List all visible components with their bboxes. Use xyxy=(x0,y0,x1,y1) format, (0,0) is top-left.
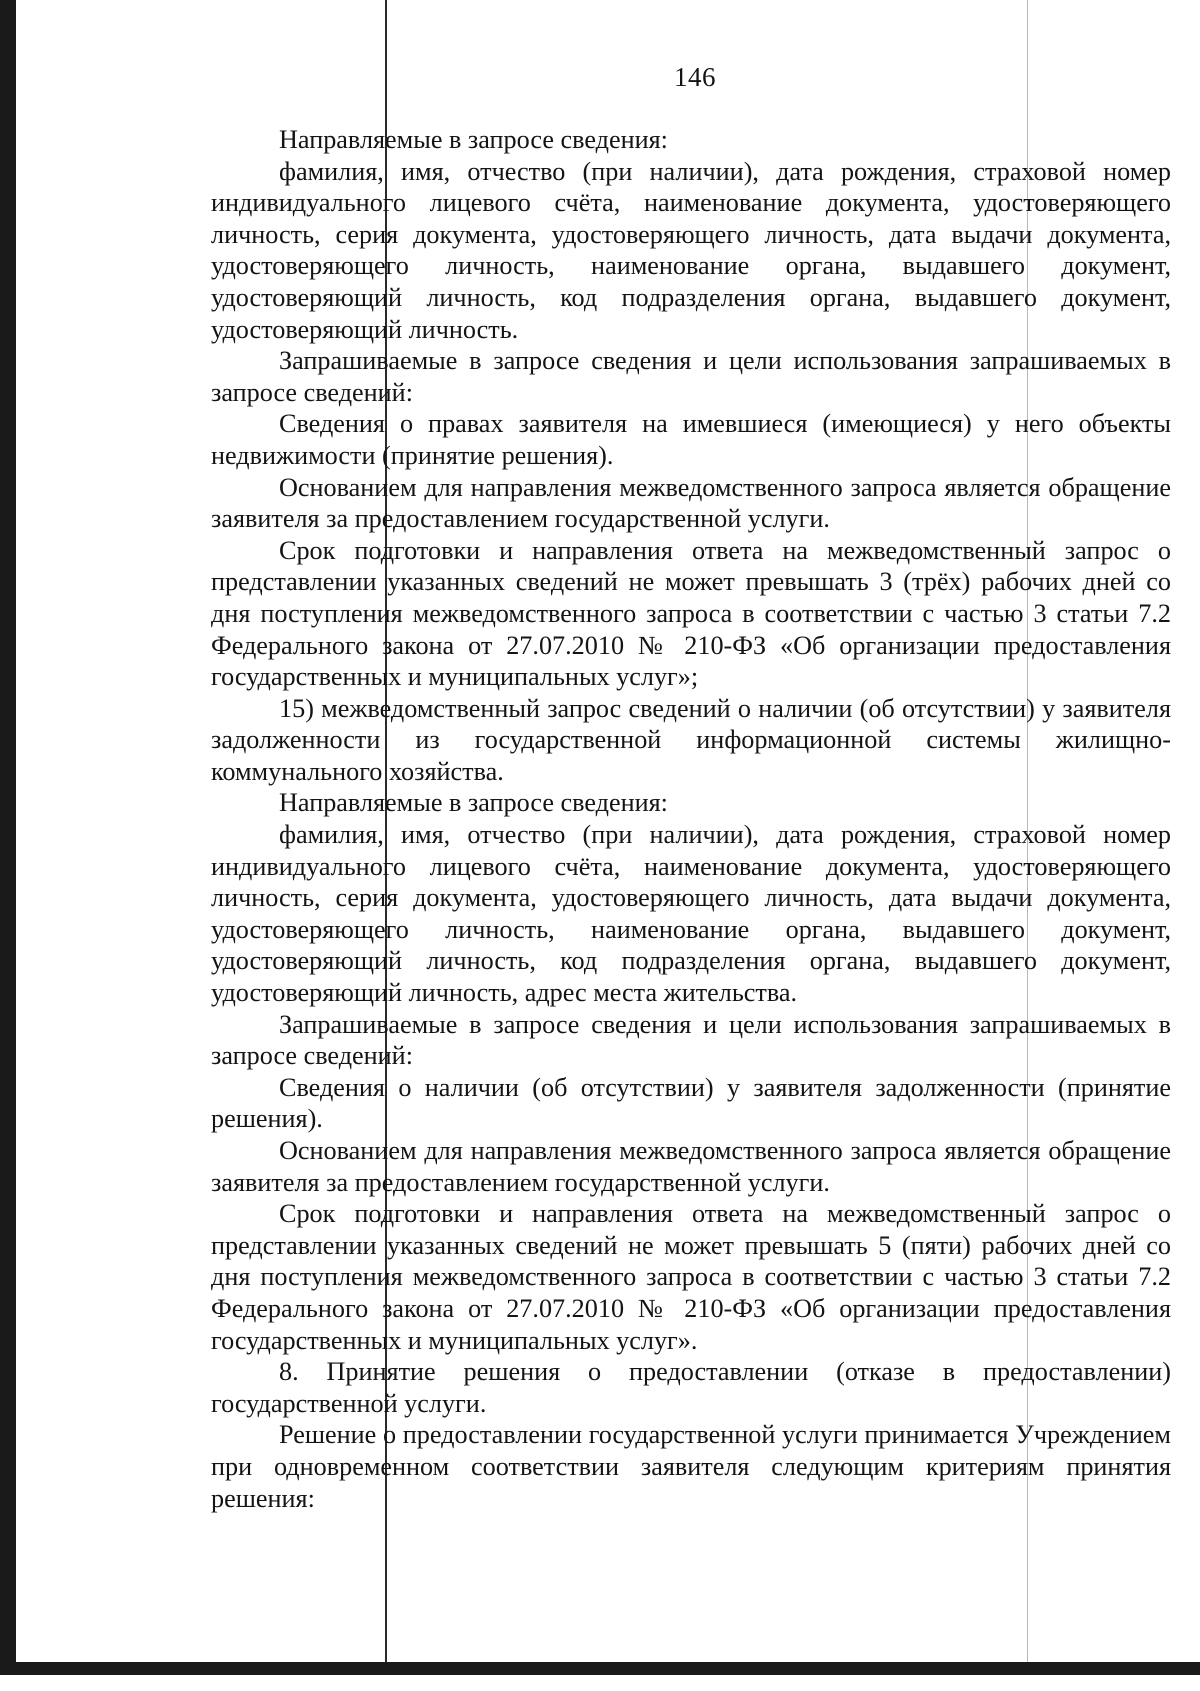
section-heading-8: 8. Принятие решения о предоставлении (отказе в предоставлении) государственной услуги. xyxy=(211,1357,1171,1418)
paragraph-item-15: 15) межведомственный запрос сведений о наличии (об отсутствии) у заявителя задолженности из государственной информационной системы жилищно-коммунального хозяйства. xyxy=(211,693,1171,786)
paragraph: Сведения о наличии (об отсутствии) у заявителя задолженности (принятие решения). xyxy=(211,1072,1171,1134)
paragraph: Направляемые в запросе сведения: xyxy=(279,788,668,818)
paragraph: Запрашиваемые в запросе сведения и цели использования запрашиваемых в запросе сведений: xyxy=(211,346,1171,407)
paragraph: Основанием для направления межведомственного запроса является обращение заявителя за предоставлением государственной услуги. xyxy=(211,472,1171,534)
paragraph: фамилия, имя, отчество (при наличии), дата рождения, страховой номер индивидуального лицевого счёта, наименование документа, удостоверяющего личность, серия документа, удостоверяющего личность, дата выдачи документа, удостоверяющего личность, наименование органа, выдавшего документ, удостоверяющий личность, код подразделения органа, выдавшего документ, удостоверяющий личность. xyxy=(211,156,1171,344)
page-number: 146 xyxy=(674,62,716,92)
paragraph: Сведения о правах заявителя на имевшиеся (имеющиеся) у него объекты недвижимости (принятие решения). xyxy=(211,409,1171,470)
paragraph: Срок подготовки и направления ответа на межведомственный запрос о представлении указанных сведений не может превышать 5 (пяти) рабочих дней со дня поступления межведомственного запроса в соответствии с частью 3 статьи 7.2 Федерального закона от 27.07.2010 № 210-ФЗ «Об организации предоставления государственных и муниципальных услуг». xyxy=(211,1199,1171,1355)
paragraph: Основанием для направления межведомственного запроса является обращение заявителя за предоставлением государственной услуги. xyxy=(211,1136,1171,1197)
paragraph: Запрашиваемые в запросе сведения и цели использования запрашиваемых в запросе сведений: xyxy=(211,1009,1171,1071)
paragraph: Решение о предоставлении государственной услуги принимается Учреждением при одновременном соответствии заявителя следующим критериям принятия решения: xyxy=(211,1420,1171,1513)
scan-edge-left xyxy=(0,0,16,1662)
document-body xyxy=(211,124,1171,1514)
scan-edge-bottom xyxy=(0,1662,1200,1675)
paragraph: фамилия, имя, отчество (при наличии), дата рождения, страховой номер индивидуального лицевого счёта, наименование документа, удостоверяющего личность, серия документа, удостоверяющего личность, дата выдачи документа, удостоверяющего личность, наименование органа, выдавшего документ, удостоверяющий личность, код подразделения органа, выдавшего документ, удостоверяющий личность, адрес места жительства. xyxy=(211,820,1171,1008)
paragraph: Срок подготовки и направления ответа на межведомственный запрос о представлении указанных сведений не может превышать 3 (трёх) рабочих дней со дня поступления межведомственного запроса в соответствии с частью 3 статьи 7.2 Федерального закона от 27.07.2010 № 210-ФЗ «Об организации предоставления государственных и муниципальных услуг»; xyxy=(211,535,1171,692)
paragraph: Направляемые в запросе сведения: xyxy=(279,125,668,154)
